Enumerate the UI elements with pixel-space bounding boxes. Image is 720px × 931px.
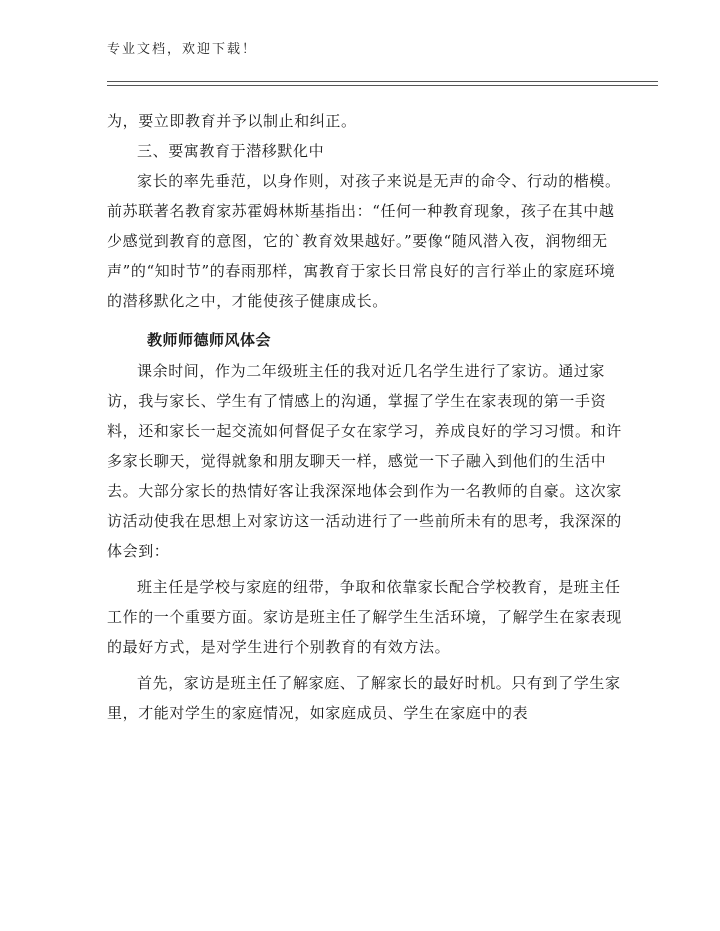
page-header: 专业文档，欢迎下载！ bbox=[107, 42, 258, 57]
paragraph: 家长的率先垂范，以身作则，对孩子来说是无声的命令、行动的楷模。前苏联著名教育家苏霍姆林斯基指出：“任何一种教育现象，孩子在其中越少感觉到教育的意图，它的`教育效果越好。”要像“随风潜入夜，润物细无声”的“知时节”的春雨那样，寓教育于家长日常良好的言行举止的家庭环境的潜移默化之中，才能使孩子健康成长。 bbox=[107, 172, 621, 310]
header-rule-bottom bbox=[107, 85, 658, 86]
paragraph: 首先，家访是班主任了解家庭、了解家长的最好时机。只有到了学生家里，才能对学生的家庭情况，如家庭成员、学生在家庭中的表 bbox=[107, 674, 621, 722]
document-body bbox=[107, 106, 627, 728]
paragraph: 班主任是学校与家庭的纽带，争取和依靠家长配合学校教育，是班主任工作的一个重要方面。家访是班主任了解学生生活环境，了解学生在家表现的最好方式，是对学生进行个别教育的有效方法。 bbox=[107, 578, 622, 656]
header-rule-top bbox=[107, 81, 658, 82]
paragraph: 课余时间，作为二年级班主任的我对近几名学生进行了家访。通过家访，我与家长、学生有了情感上的沟通，掌握了学生在家表现的第一手资料，还和家长一起交流如何督促子女在家学习，养成良好的学习习惯。和许多家长聊天，觉得就象和朋友聊天一样，感觉一下子融入到他们的生活中去。大部分家长的热情好客让我深深地体会到作为一名教师的自豪。这次家访活动使我在思想上对家访这一活动进行了一些前所未有的思考，我深深的体会到： bbox=[107, 362, 622, 560]
article-title: 教师师德师风体会 bbox=[147, 331, 272, 349]
section-heading: 三、要寓教育于潜移默化中 bbox=[137, 142, 325, 160]
paragraph-continued: 为，要立即教育并予以制止和纠正。 bbox=[107, 112, 357, 130]
